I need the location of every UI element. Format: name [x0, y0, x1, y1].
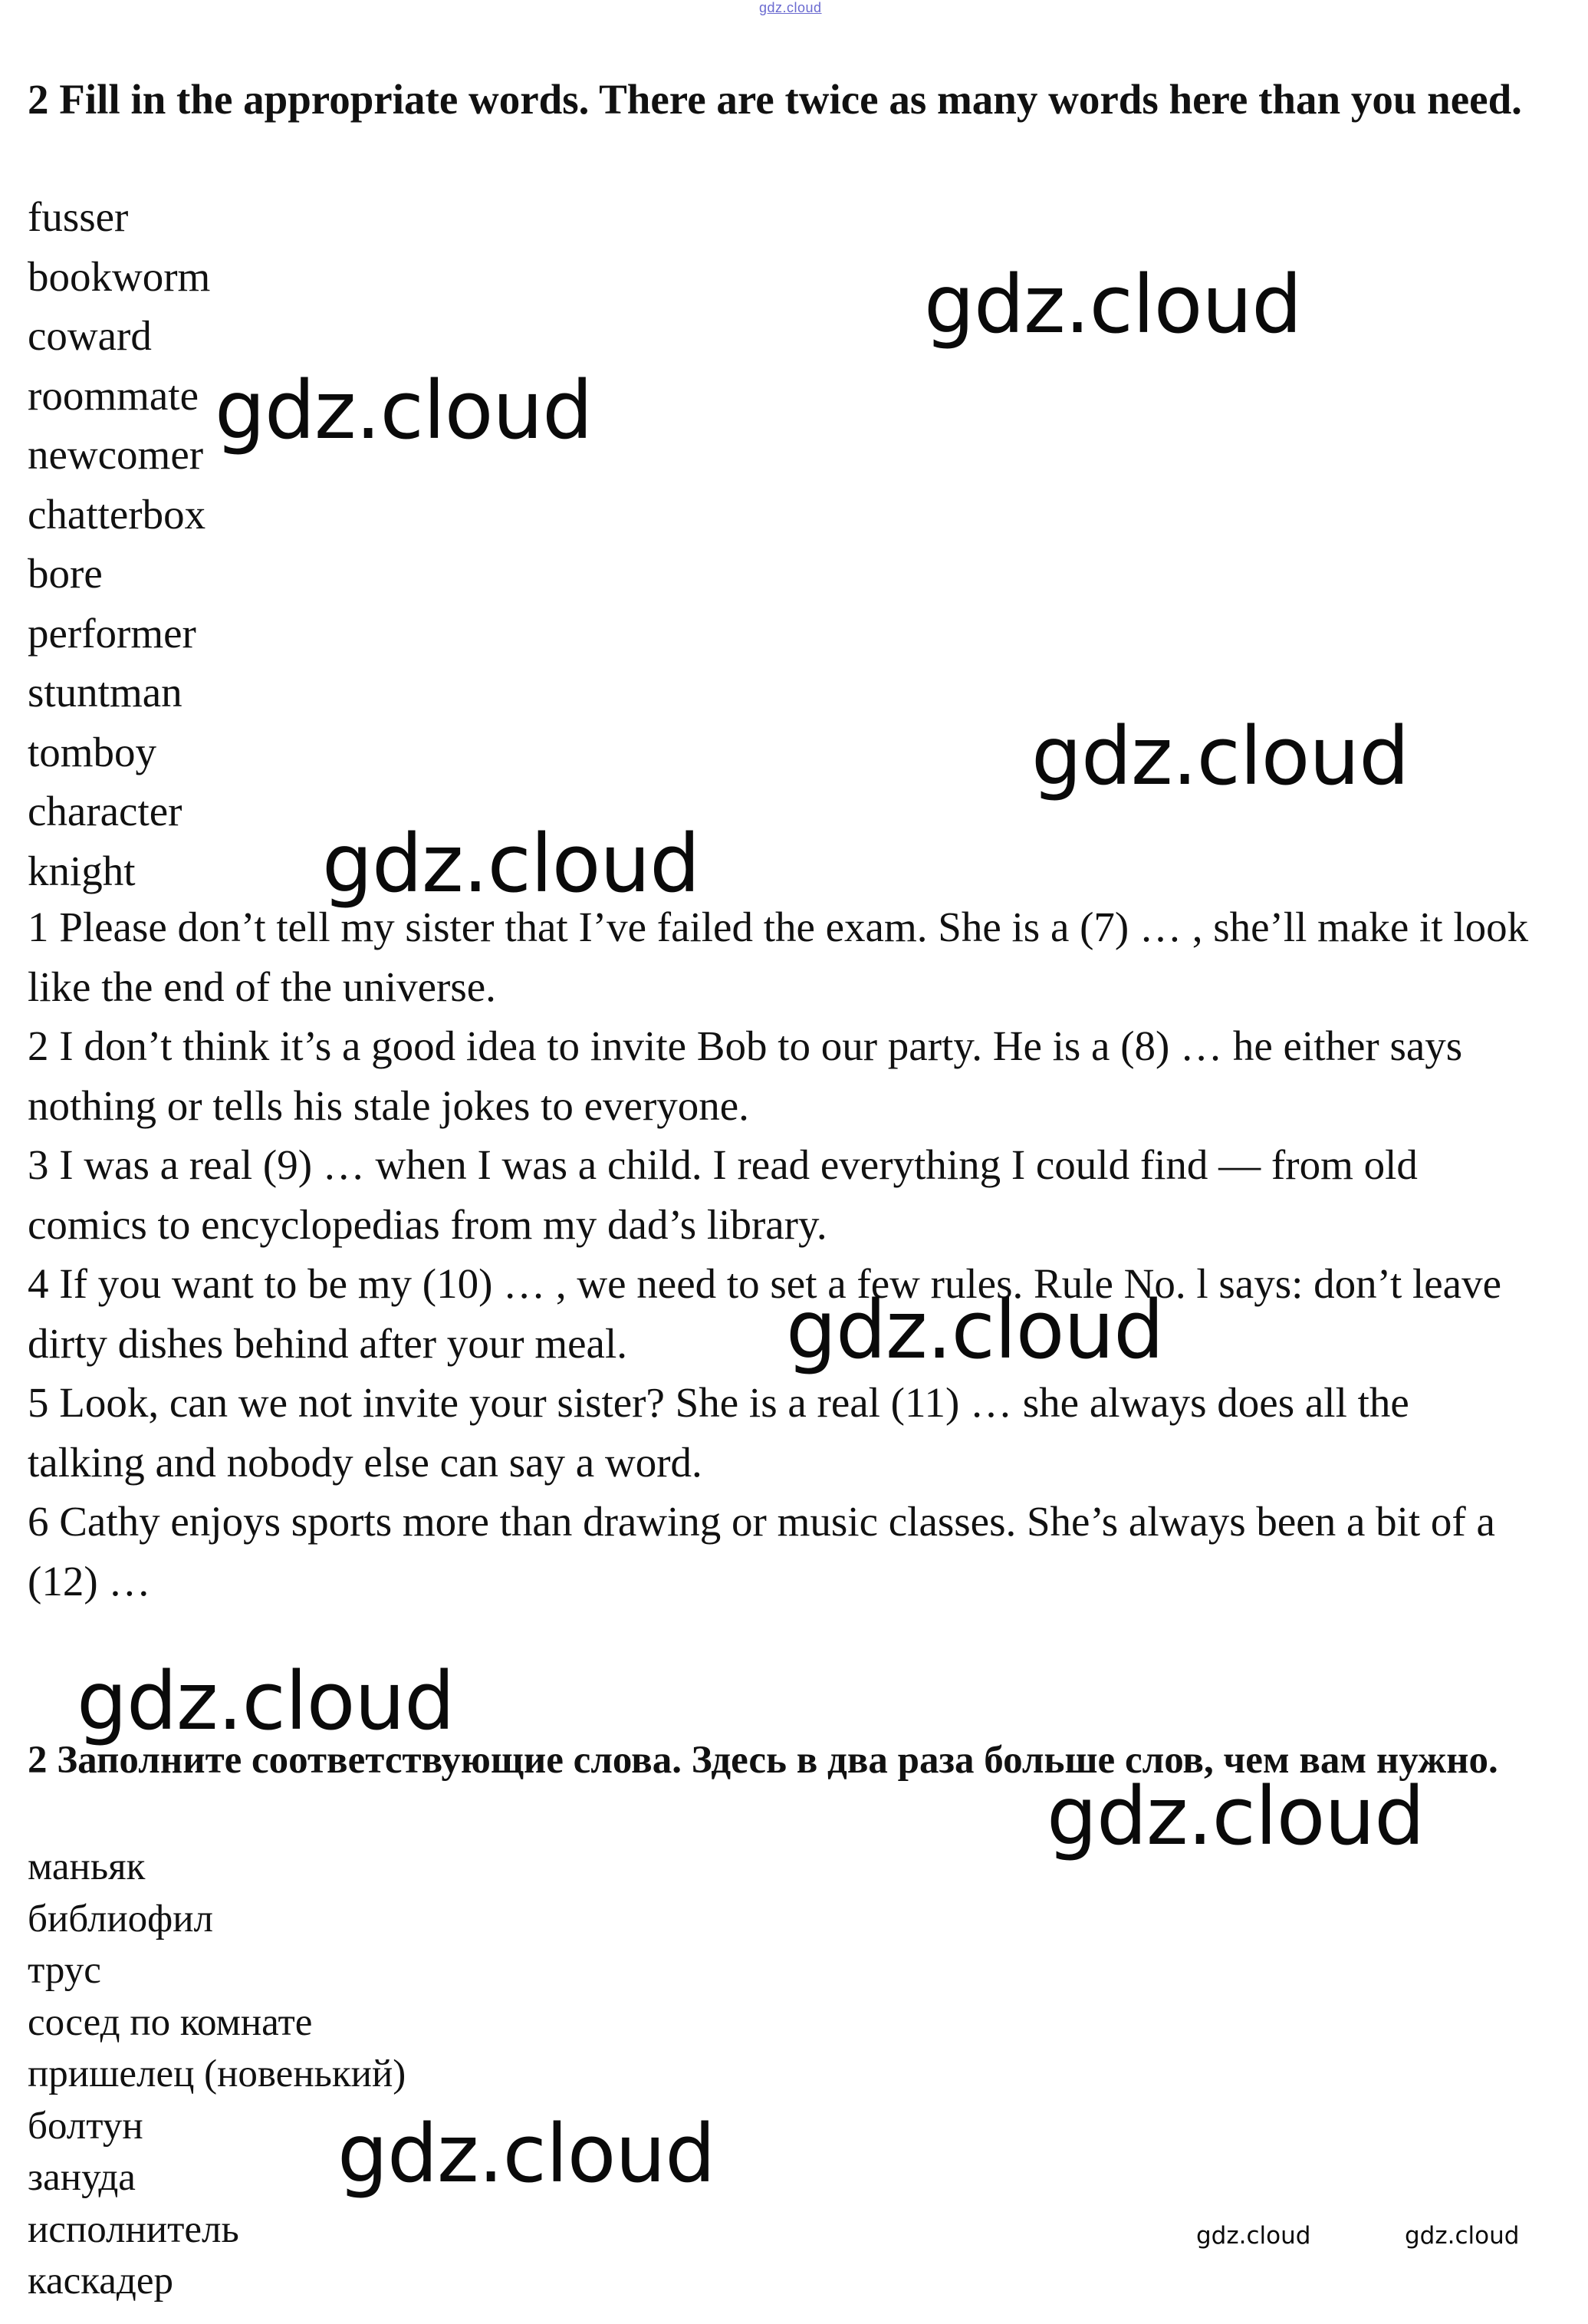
list-item: исполнитель [28, 2207, 239, 2251]
task-title-russian: 2 Заполните соответствующие слова. Здесь в два раза больше слов, чем вам нужно. [28, 1739, 1498, 1782]
list-item: knight [28, 847, 136, 894]
list-item: зануда [28, 2156, 136, 2199]
list-item: маньяк [28, 1845, 146, 1888]
watermark: gdz.cloud [77, 1654, 455, 1748]
list-item: трус [28, 1949, 101, 1992]
list-item: performer [28, 609, 196, 657]
sentence-item: 4 If you want to be my (10) … , we need to set a few rules. Rule No. l says: don’t leave dirty dishes behind after your meal. [28, 1260, 1501, 1367]
watermark: gdz.cloud [1196, 2222, 1311, 2250]
sentence-item: 6 Cathy enjoys sports more than drawing or music classes. She’s always been a bit of a (12) … [28, 1498, 1495, 1605]
list-item: stuntman [28, 669, 182, 716]
watermark: gdz.cloud [924, 258, 1302, 351]
list-item: болтун [28, 2104, 143, 2148]
list-item: bore [28, 550, 103, 597]
sentence-item: 1 Please don’t tell my sister that I’ve failed the exam. She is a (7) … , she’ll make it look like the end of the universe. [28, 904, 1529, 1010]
list-item: character [28, 788, 182, 834]
sentence-item: 2 I don’t think it’s a good idea to invite Bob to our party. He is a (8) … he either says nothing or tells his stale jokes to everyone. [28, 1022, 1463, 1129]
watermark: gdz.cloud [322, 817, 700, 910]
sentence-item: 5 Look, can we not invite your sister? She is a real (11) … she always does all the talking and nobody else can say a word. [28, 1379, 1409, 1486]
watermark: gdz.cloud [1031, 709, 1409, 803]
list-item: fusser [28, 193, 129, 240]
list-item: tomboy [28, 728, 157, 775]
list-item: сосед по комнате [28, 2000, 313, 2044]
watermark: gdz.cloud [786, 1283, 1164, 1377]
list-item: newcomer [28, 431, 204, 478]
watermark: gdz.cloud [337, 2107, 715, 2201]
sentence-list [28, 897, 1530, 1611]
sentence-item: 3 I was a real (9) … when I was a child. I read everything I could find — from old comics to encyclopedias from my dad’s library. [28, 1141, 1418, 1248]
word-list-russian [28, 1842, 406, 2308]
watermark: gdz.cloud [1405, 2222, 1520, 2250]
header-watermark: gdz.cloud [759, 0, 822, 15]
list-item: библиофил [28, 1897, 213, 1941]
list-item: пришелец (новенький) [28, 2052, 406, 2095]
watermark: gdz.cloud [215, 364, 593, 457]
watermark: gdz.cloud [1047, 1769, 1425, 1863]
list-item: chatterbox [28, 490, 206, 538]
list-item: каскадер [28, 2260, 174, 2303]
list-item: roommate [28, 371, 199, 419]
list-item: coward [28, 312, 152, 359]
list-item: bookworm [28, 252, 211, 300]
task-title-english: 2 Fill in the appropriate words. There are twice as many words here than you need. [28, 76, 1522, 123]
word-list-english [28, 187, 210, 900]
